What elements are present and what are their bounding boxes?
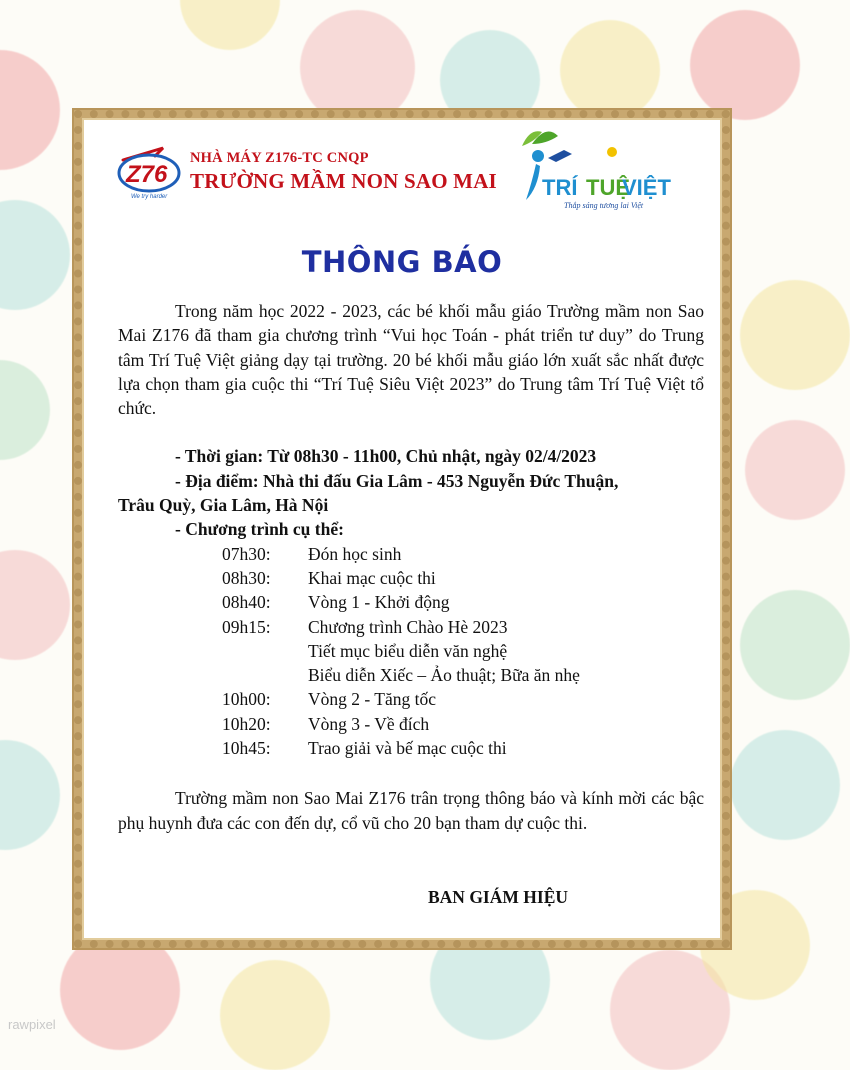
intro-paragraph: Trong năm học 2022 - 2023, các bé khối mẫu giáo Trường mầm non Sao Mai Z176 đã tham gia chương trình “Vui học Toán - phát triển tư duy” do Trung tâm Trí Tuệ Việt giảng dạy tại trường. 20 bé khối mẫu giáo lớn xuất sắc nhất được lựa chọn tham gia cuộc thi “Trí Tuệ Siêu Việt 2023” do Trung tâm Trí Tuệ Việt tổ chức. [118,301,704,419]
schedule-row [222,687,704,711]
schedule-event: Vòng 3 - Về đích [308,713,430,734]
factory-name: NHÀ MÁY Z176-TC CNQP [190,150,369,166]
bg-dot [180,0,280,50]
schedule-event: Biểu diễn Xiếc – Ảo thuật; Bữa ăn nhẹ [308,665,580,686]
schedule-row [222,615,704,639]
bg-dot [0,360,50,460]
bg-dot [60,930,180,1050]
logo-word-tue: TUỆ [586,175,630,200]
schedule-row [222,542,704,566]
bg-dot [560,20,660,120]
schedule-time [222,663,308,687]
schedule-time: 10h00: [222,689,271,710]
schedule-list [222,542,704,761]
schedule-row [222,712,704,736]
schedule-time: 10h20: [222,713,271,734]
schedule-event: Khai mạc cuộc thi [308,567,436,588]
bg-dot [690,10,800,120]
school-header [190,150,497,194]
bg-dot [0,200,70,310]
schedule-event: Chương trình Chào Hè 2023 [308,616,508,637]
logo-slogan: Thắp sáng tương lai Việt [564,201,644,210]
closing-paragraph: Trường mầm non Sao Mai Z176 trân trọng thông báo và kính mời các bậc phụ huynh đưa các con đến dự, cổ vũ cho 20 bạn tham dự cuộc thi. [118,788,704,833]
bg-dot [745,420,845,520]
schedule-time: 07h30: [222,543,271,564]
z176-logo-tagline: We try harder [131,194,168,200]
schedule-row [222,639,704,663]
bg-dot [0,740,60,850]
logo-word-tri: TRÍ [542,175,578,200]
z176-logo [115,140,187,200]
z176-logo-text: Z76 [126,161,168,188]
logo-word-viet: VIỆT [622,175,671,200]
bg-dot [740,590,850,700]
event-time: - Thời gian: Từ 08h30 - 11h00, Chủ nhật, ngày 02/4/2023 [175,446,597,467]
schedule-time: 09h15: [222,616,271,637]
schedule-event: Vòng 2 - Tăng tốc [308,689,436,710]
schedule-time: 08h40: [222,592,271,613]
page-title: THÔNG BÁO [301,245,503,279]
bg-dot [730,730,840,840]
event-venue-line1: - Địa điểm: Nhà thi đấu Gia Lâm - 453 Nguyễn Đức Thuận, [175,470,619,491]
schedule-row [222,566,704,590]
schedule-time [222,639,308,663]
bg-dot [300,10,415,125]
signature: BAN GIÁM HIỆU [428,887,569,907]
program-heading: - Chương trình cụ thể: [175,519,344,540]
schedule-event: Trao giải và bế mạc cuộc thi [308,738,507,759]
notice-frame [74,110,730,948]
bg-dot [0,50,60,170]
schedule-event: Đón học sinh [308,543,402,564]
schedule-row [222,590,704,614]
schedule-event: Tiết mục biểu diễn văn nghệ [308,640,508,661]
schedule-row [222,736,704,760]
schedule-row [222,663,704,687]
school-name: TRƯỜNG MẦM NON SAO MAI [190,169,497,193]
schedule-time: 08h30: [222,567,271,588]
notice-body [118,299,704,835]
bg-dot [0,550,70,660]
schedule-event: Vòng 1 - Khởi động [308,592,450,613]
bg-dot [740,280,850,390]
watermark: rawpixel [8,1017,56,1032]
bg-dot [220,960,330,1070]
event-venue-line2: Trâu Quỳ, Gia Lâm, Hà Nội [118,495,329,516]
schedule-time: 10h45: [222,738,271,759]
tri-tue-viet-logo [512,122,671,218]
